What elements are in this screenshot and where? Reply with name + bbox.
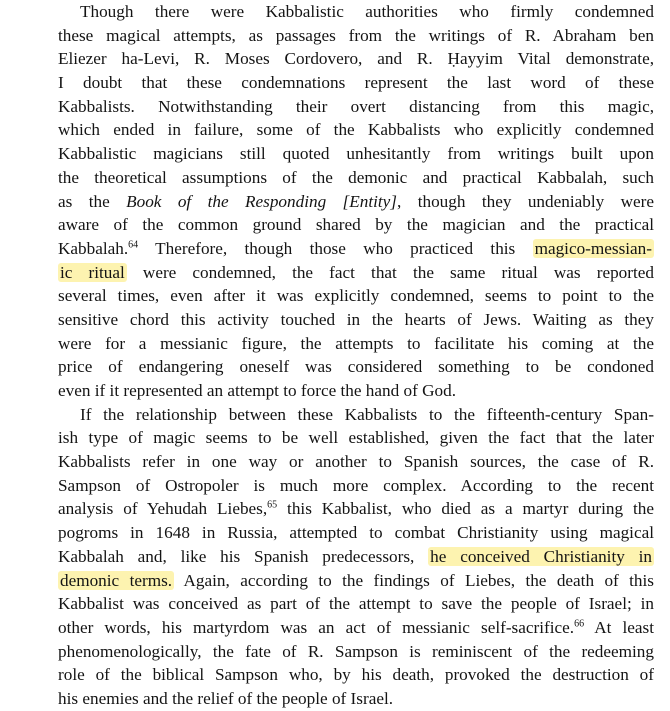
text-run: Therefore, though those who practiced this	[138, 238, 533, 258]
text-run: several times, even after it was explicitly condemned, seems to point to the	[58, 286, 654, 306]
text-run: I doubt that these condemnations represent the last word of these	[58, 73, 654, 93]
text-line	[58, 450, 654, 474]
text-run: price of endangering oneself was considered something to be condoned	[58, 357, 654, 377]
text-line	[58, 24, 654, 48]
footnote-marker: 64	[128, 239, 139, 251]
text-run: Kabbalists. Notwithstanding their overt distancing from this magic,	[58, 96, 654, 116]
text-line	[58, 616, 654, 640]
text-line	[58, 355, 654, 379]
text-line	[58, 190, 654, 214]
text-line	[58, 569, 654, 593]
footnote-marker: 65	[267, 499, 278, 511]
text-line	[58, 687, 654, 711]
text-run: ish type of magic seems to be well established, given the fact that the later	[58, 428, 654, 448]
text-run: phenomenologically, the fate of R. Sampson is reminiscent of the redeeming	[58, 641, 654, 661]
highlighted-text: ic ritual	[60, 262, 125, 282]
document-body	[58, 0, 654, 711]
text-line	[58, 332, 654, 356]
text-run: analysis of Yehudah Liebes,	[58, 499, 268, 519]
text-run: Eliezer ha-Levi, R. Moses Cordovero, and R. Ḥayyim Vital demonstrate,	[58, 49, 654, 69]
text-line	[58, 521, 654, 545]
text-run: role of the biblical Sampson who, by his death, provoked the destruction of	[58, 665, 654, 685]
text-line	[58, 261, 654, 285]
text-run: Kabbalist was conceived as part of the attempt to save the people of Israel; in	[58, 594, 654, 614]
text-line	[58, 403, 654, 427]
text-line	[58, 118, 654, 142]
text-run: Kabbalah and, like his Spanish predecessors,	[58, 546, 429, 566]
highlighted-text: he conceived Christianity in	[430, 546, 653, 566]
text-line	[58, 95, 654, 119]
text-line	[58, 474, 654, 498]
text-line	[58, 663, 654, 687]
text-run: Kabbalistic magicians still quoted unhesitantly from writings built upon	[58, 144, 654, 164]
text-run: as the	[58, 191, 127, 211]
text-run: sensitive chord this activity touched in the hearts of Jews. Waiting as they	[58, 309, 654, 329]
text-line	[58, 545, 654, 569]
text-run: this Kabbalist, who died as a martyr during the	[277, 499, 654, 519]
text-run: At least	[584, 617, 654, 637]
text-run: even if it represented an attempt to force the hand of God.	[58, 381, 457, 400]
text-line	[58, 47, 654, 71]
text-run: which ended in failure, some of the Kabbalists who explicitly condemned	[58, 120, 654, 140]
text-run: Though there were Kabbalistic authorities who firmly condemned	[80, 2, 654, 21]
text-run: If the relationship between these Kabbalists to the fifteenth-century Span-	[80, 404, 654, 424]
footnote-marker: 66	[574, 618, 585, 630]
text-line	[58, 213, 654, 237]
text-run: were condemned, the fact that the same ritual was reported	[126, 262, 654, 282]
text-run: Sampson of Ostropoler is much more complex. According to the recent	[58, 475, 654, 495]
text-line	[58, 426, 654, 450]
text-run: pogroms in 1648 in Russia, attempted to combat Christianity using magical	[58, 523, 654, 543]
text-line	[58, 71, 654, 95]
text-line	[58, 308, 654, 332]
text-line	[58, 142, 654, 166]
text-line	[58, 166, 654, 190]
text-run: Kabbalah.	[58, 238, 129, 258]
text-run: Again, according to the findings of Liebes, the death of this	[174, 570, 654, 590]
text-line	[58, 0, 654, 24]
text-run: were for a messianic figure, the attempts to facilitate his coming at the	[58, 333, 654, 353]
text-run: these magical attempts, as passages from the writings of R. Abraham ben	[58, 25, 654, 45]
paragraph	[58, 0, 654, 403]
text-line	[58, 284, 654, 308]
text-run: aware of the common ground shared by the magician and the practical	[58, 215, 654, 235]
text-line	[58, 497, 654, 521]
text-run: Kabbalists refer in one way or another to Spanish sources, the case of R.	[58, 452, 654, 472]
text-run: other words, his martyrdom was an act of messianic self-sacrifice.	[58, 617, 575, 637]
text-run: his enemies and the relief of the people of Israel.	[58, 688, 394, 708]
text-line	[58, 592, 654, 616]
text-line	[58, 237, 654, 261]
text-line	[58, 640, 654, 664]
highlighted-text: demonic terms.	[60, 570, 173, 590]
text-run: , though they undeniably were	[397, 191, 654, 211]
book-title: Book of the Responding [Entity]	[126, 191, 397, 211]
highlighted-text: magico-messian-	[534, 238, 652, 258]
paragraph	[58, 403, 654, 711]
text-run: the theoretical assumptions of the demonic and practical Kabbalah, such	[58, 167, 654, 187]
text-line	[58, 379, 654, 403]
